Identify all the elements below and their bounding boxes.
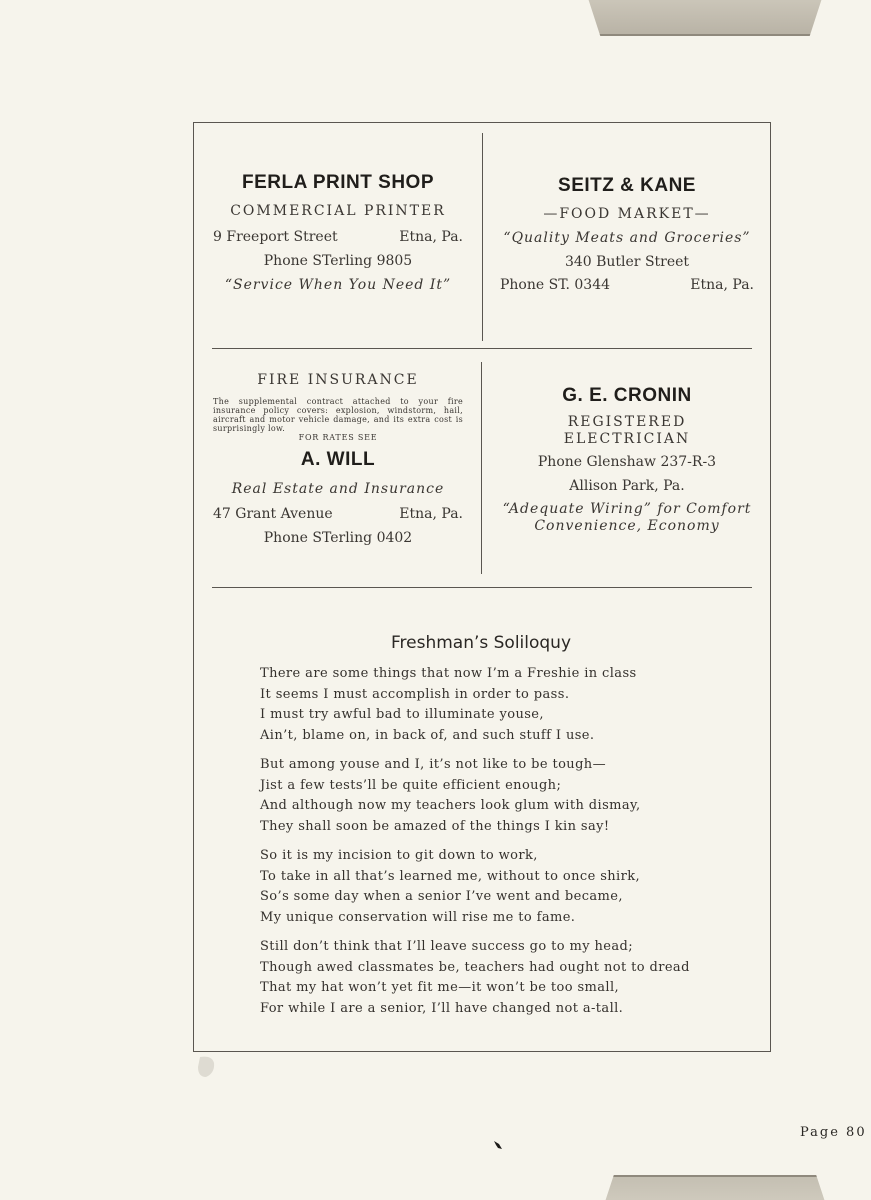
street-address: 47 Grant Avenue: [213, 506, 333, 522]
divider-vertical-top: [482, 133, 483, 341]
stanza: [260, 755, 720, 837]
poem-line: My unique conservation will rise me to fame.: [260, 909, 576, 925]
poem-line: So’s some day when a senior I’ve went and became,: [260, 889, 623, 904]
stanza: [260, 664, 720, 746]
phone: Phone STerling 0402: [263, 530, 413, 546]
business-name: G. E. CRONIN: [562, 385, 692, 406]
stanza: [260, 937, 720, 1019]
poem-line: There are some things that now I’m a Freshie in class: [260, 666, 637, 681]
slogan-line-1: “Adequate Wiring” for Comfort: [502, 501, 752, 517]
poem-line: And although now my teachers look glum with dismay,: [260, 798, 641, 813]
poem-line: It seems I must accomplish in order to pass.: [260, 686, 570, 702]
smudge-mark: [196, 1055, 216, 1079]
slogan: “Quality Meats and Groceries”: [503, 230, 751, 246]
stanza: [260, 846, 720, 928]
ad-seitz-kane: [500, 175, 754, 293]
divider-horizontal-1: [212, 348, 752, 349]
business-name: A. WILL: [300, 449, 376, 470]
business-trade: —FOOD MARKET—: [543, 206, 711, 222]
business-name: SEITZ & KANE: [558, 175, 696, 196]
page-tab-top: [586, 0, 824, 36]
poem-line: That my hat won’t yet fit me—it won’t be too small,: [260, 980, 620, 995]
fine-print: The supplemental contract attached to your fire insurance policy covers: explosion, windstorm, hail, aircraft and motor vehicle damage, and its extra cost is surprisingly low.: [213, 397, 463, 433]
page-tab-bottom: [600, 1175, 830, 1200]
town: Etna, Pa.: [399, 229, 463, 245]
street-address: 340 Butler Street: [564, 254, 690, 270]
poem-line: I must try awful bad to illuminate youse,: [260, 707, 544, 722]
phone: Phone Glenshaw 237-R-3: [537, 454, 717, 470]
street-address: 9 Freeport Street: [213, 229, 338, 245]
poem-line: But among youse and I, it’s not like to be tough—: [260, 757, 606, 772]
ad-a-will: [213, 372, 463, 546]
phone-row: [500, 277, 754, 293]
phone: Phone STerling 9805: [263, 253, 413, 269]
business-trade: COMMERCIAL PRINTER: [230, 203, 446, 219]
town: Etna, Pa.: [399, 506, 463, 522]
slogan: “Service When You Need It”: [224, 277, 452, 293]
town: Etna, Pa.: [690, 277, 754, 293]
phone: Phone ST. 0344: [500, 277, 611, 293]
poem-title: Freshman’s Soliloquy: [390, 633, 572, 653]
address-row: [213, 506, 463, 522]
page-number: Page 80: [800, 1125, 867, 1140]
poem-body: [260, 664, 720, 1028]
poem-line: To take in all that’s learned me, without to once shirk,: [260, 868, 641, 884]
divider-vertical-middle: [481, 362, 482, 574]
address-row: [213, 229, 463, 245]
poem-line: They shall soon be amazed of the things I kin say!: [260, 818, 610, 834]
ink-speck: [493, 1140, 503, 1150]
business-trade: Real Estate and Insurance: [231, 481, 445, 497]
slogan-line-2: Convenience, Economy: [534, 518, 720, 534]
town: Allison Park, Pa.: [569, 478, 685, 494]
poem-line: Though awed classmates be, teachers had ought not to dread: [260, 959, 690, 975]
poem-line: Jist a few tests’ll be quite efficient enough;: [260, 777, 562, 793]
ad-ferla-print-shop: [213, 172, 463, 293]
rates-note: FOR RATES SEE: [298, 433, 378, 442]
poem-line: Ain’t, blame on, in back of, and such stuff I use.: [260, 727, 595, 743]
poem-line: Still don’t think that I’ll leave success go to my head;: [260, 939, 634, 954]
ad-ge-cronin: [497, 385, 757, 534]
business-trade-line-1: REGISTERED: [567, 414, 687, 430]
poem-line: For while I are a senior, I’ll have changed not a-tall.: [260, 1000, 624, 1016]
business-name: FERLA PRINT SHOP: [241, 172, 435, 193]
business-trade-line-2: ELECTRICIAN: [563, 431, 691, 447]
ad-heading: FIRE INSURANCE: [257, 372, 419, 388]
poem-line: So it is my incision to git down to work,: [260, 848, 538, 863]
divider-horizontal-2: [212, 587, 752, 588]
